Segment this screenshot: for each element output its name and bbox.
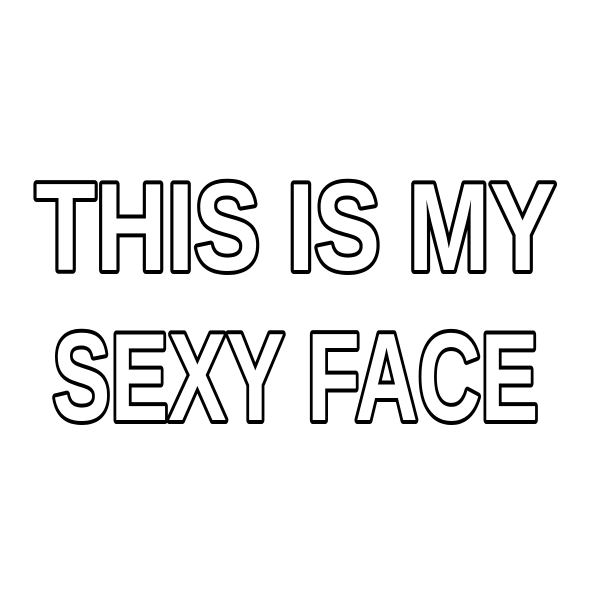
slogan-line-2: SEXY FACE (52, 309, 539, 447)
slogan-line-1: THIS IS MY (35, 159, 556, 297)
